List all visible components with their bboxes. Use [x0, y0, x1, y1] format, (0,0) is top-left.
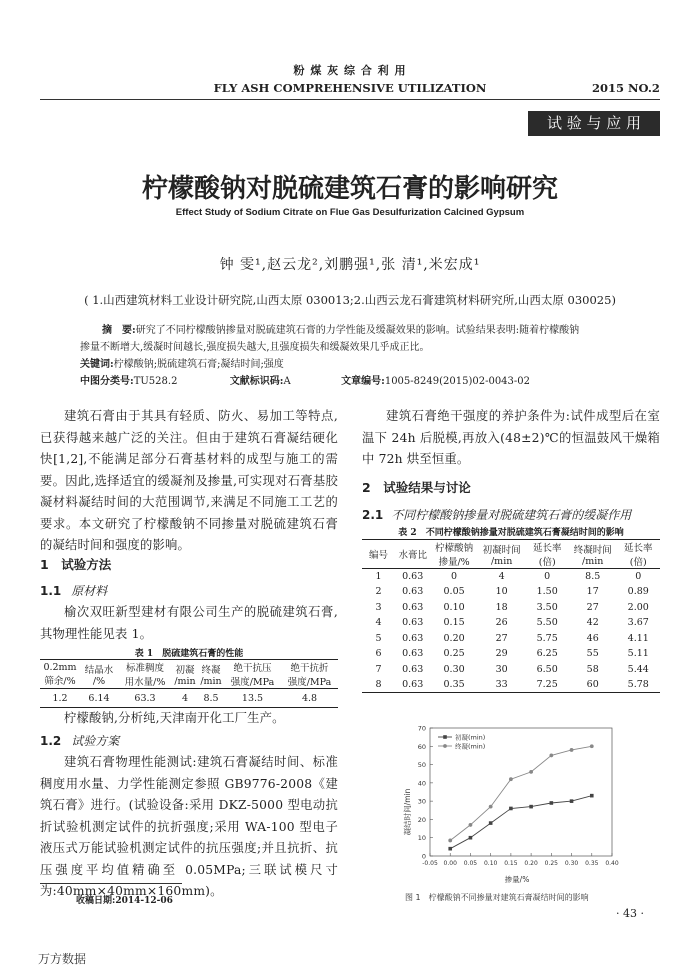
- abstract-label: 摘 要:: [102, 325, 136, 336]
- legend-label: 初凝(min): [455, 733, 486, 742]
- journal-cn-name: 粉 煤 灰 综 合 利 用: [293, 64, 407, 77]
- chart-y-label: 凝结时间/min: [403, 788, 412, 836]
- issue-number: 2015 NO.2: [592, 81, 660, 95]
- data-point: [448, 847, 452, 851]
- table1: [40, 659, 338, 708]
- page-title: 柠檬酸钠对脱硫建筑石膏的影响研究: [141, 174, 558, 204]
- section-1-2-heading: [40, 732, 119, 749]
- data-point: [550, 801, 554, 805]
- series-line-1: [450, 796, 592, 849]
- section-1-2-title: 试验方案: [71, 734, 120, 748]
- data-point: [549, 754, 553, 758]
- section-1-2-number: 1.2: [40, 734, 62, 748]
- x-tick-label: 0.40: [605, 860, 619, 867]
- x-tick-label: 0.15: [504, 860, 518, 867]
- x-tick-label: 0.25: [544, 860, 559, 867]
- y-tick-label: 60: [417, 742, 426, 751]
- legend-marker: [443, 735, 447, 739]
- section-2-1-title: 不同柠檬酸钠掺量对脱硫建筑石膏的缓凝作用: [391, 508, 632, 522]
- y-tick-label: 30: [417, 797, 426, 806]
- data-point: [489, 805, 493, 809]
- section-1-1-heading: [40, 582, 107, 599]
- data-point: [469, 823, 473, 827]
- table2: [362, 539, 660, 693]
- table-row: 5 0.63 0.20 27 5.75 46 4.11: [375, 632, 649, 644]
- header-rule: [40, 99, 660, 100]
- table2-caption: 表 2 不同柠檬酸钠掺量对脱硫建筑石膏凝结时间的影响: [398, 528, 624, 538]
- table1-caption: 表 1 脱硫建筑石膏的性能: [134, 649, 244, 659]
- intro-paragraph: 建筑石膏由于其具有轻质、防火、易加工等特点,已获得越来越广泛的关注。但由于建筑石膏凝结硬化快[1,2],不能满足部分石膏基材料的成型与施工的需要。因此,选择适宜的缓凝剂及掺量,可实现对石膏基胶凝材料凝结时间的大范围调节,来满足不同施工工艺的要求。本文研究了柠檬酸钠不同掺量对脱硫建筑石膏的凝结时间和强度的影响。: [40, 409, 338, 552]
- page-title-en: Effect Study of Sodium Citrate on Flue Gas Desulfurization Calcined Gypsum: [175, 207, 525, 218]
- abstract-text-2: 掺量不断增大,缓凝时间越长,强度损失越大,且强度损失和缓凝效果几乎成正比。: [80, 342, 430, 353]
- clc-number: TU528.2: [133, 376, 178, 387]
- y-tick-label: 0: [421, 852, 426, 861]
- doc-code: A: [283, 376, 291, 387]
- table-row: 8 0.63 0.35 33 7.25 60 5.78: [375, 679, 649, 690]
- section-1-heading: 1 试验方法: [40, 557, 112, 572]
- data-point: [570, 799, 574, 803]
- materials-text: 榆次双旺新型建材有限公司生产的脱硫建筑石膏,其物理性能见表 1。: [40, 605, 338, 641]
- section-1-1-title: 原材料: [71, 584, 108, 598]
- y-tick-label: 10: [417, 834, 426, 843]
- data-point: [529, 770, 533, 774]
- page-number: · 43 ·: [616, 907, 644, 920]
- figure-1-caption: 图 1 柠檬酸钠不同掺量对建筑石膏凝结时间的影响: [405, 893, 589, 902]
- authors: 钟 雯¹,赵云龙²,刘鹏强¹,张 清¹,米宏成¹: [219, 257, 481, 273]
- table-row: 1.2 6.14 63.3 4 8.5 13.5 4.8: [52, 692, 318, 704]
- keywords: 柠檬酸钠;脱硫建筑石膏;凝结时间;强度: [113, 359, 284, 370]
- scheme-text: 建筑石膏物理性能测试:建筑石膏凝结时间、标准稠度用水量、力学性能测定参照 GB9776-2008《建筑石膏》进行。(试验设备:采用 DKZ-5000 型电动抗折试验机测定试件的抗折强度;采用 WA-100 型电子液压式万能试验机测定试件的抗压强度;并且抗折、抗压强度平均值精确至 0.05MPa;三联试模尺寸为:40mm×40mm×160mm)。: [40, 755, 338, 898]
- x-tick-label: -0.05: [422, 860, 438, 867]
- table-row: 2 0.63 0.05 10 1.50 17 0.89: [375, 586, 649, 598]
- data-point: [570, 748, 574, 752]
- figure-1-chart: [362, 720, 662, 890]
- table-row: 1 0.63 0 4 0 8.5 0: [375, 571, 642, 582]
- y-tick-label: 50: [417, 761, 426, 770]
- section-2-heading: 2 试验结果与讨论: [362, 480, 471, 495]
- affiliations: ( 1.山西建筑材料工业设计研究院,山西太原 030013;2.山西云龙石膏建筑材料研究所,山西太原 030025): [84, 293, 616, 307]
- footnote-rule: [40, 883, 182, 884]
- table2-header-row: 编号 水膏比 柠檬酸钠 掺量/% 初凝时间 /min 延长率 (倍) 终凝时间 /min 延长率 (倍): [362, 540, 660, 569]
- table-row: 6 0.63 0.25 29 6.25 55 5.11: [375, 648, 649, 660]
- table-row: 3 0.63 0.10 18 3.50 27 2.00: [375, 601, 649, 613]
- article-number: 1005-8249(2015)02-0043-02: [384, 376, 531, 387]
- x-tick-label: 0.30: [564, 860, 579, 867]
- data-point: [590, 744, 594, 748]
- data-point: [489, 821, 493, 825]
- legend-marker: [443, 744, 447, 748]
- article-number-label: 文章编号:: [341, 376, 385, 387]
- received-date: 收稿日期:2014-12-06: [76, 896, 173, 906]
- chart-x-label: 掺量/%: [504, 875, 530, 884]
- clc-label: 中图分类号:: [80, 376, 134, 387]
- section-1-1-number: 1.1: [40, 584, 62, 598]
- x-tick-label: 0.00: [443, 860, 457, 867]
- table-row: 7 0.63 0.30 30 6.50 58 5.44: [375, 663, 649, 675]
- abstract: [80, 322, 640, 390]
- curing-paragraph: 建筑石膏绝干强度的养护条件为:试件成型后在室温下 24h 后脱模,再放入(48±2)℃的恒温鼓风干燥箱中 72h 烘至恒重。: [362, 409, 660, 466]
- table-row: 4 0.63 0.15 26 5.50 42 3.67: [375, 617, 649, 629]
- data-point: [529, 805, 533, 809]
- data-point: [509, 777, 513, 781]
- data-point: [590, 794, 594, 798]
- x-tick-label: 0.05: [463, 860, 478, 867]
- abstract-text-1: 研究了不同柠檬酸钠掺量对脱硫建筑石膏的力学性能及缓凝效果的影响。试验结果表明:随着柠檬酸钠: [135, 325, 580, 336]
- keywords-label: 关键词:: [80, 359, 114, 370]
- y-tick-label: 70: [417, 724, 426, 733]
- legend-label: 终凝(min): [455, 742, 486, 751]
- reagent-text: 柠檬酸钠,分析纯,天津南开化工厂生产。: [64, 711, 285, 725]
- section-2-1-number: 2.1: [362, 508, 384, 522]
- data-point: [469, 836, 473, 840]
- journal-en-name: FLY ASH COMPREHENSIVE UTILIZATION: [213, 81, 487, 95]
- watermark: 万方数据: [38, 952, 87, 966]
- x-tick-label: 0.35: [585, 860, 599, 867]
- data-point: [448, 839, 452, 843]
- table1-header-row: 0.2mm 筛余/% 结晶水 /% 标准稠度 用水量/% 初凝 /min 终凝 /min 绝干抗压 强度/MPa 绝干抗折 强度/MPa: [40, 660, 338, 689]
- y-tick-label: 40: [417, 779, 426, 788]
- y-tick-label: 20: [417, 815, 426, 824]
- x-tick-label: 0.20: [524, 860, 538, 867]
- x-tick-label: 0.10: [483, 860, 498, 867]
- section-2-1-heading: [362, 506, 631, 523]
- data-point: [509, 807, 513, 811]
- column-tag: 试 验 与 应 用: [528, 111, 660, 136]
- doc-code-label: 文献标识码:: [229, 376, 284, 387]
